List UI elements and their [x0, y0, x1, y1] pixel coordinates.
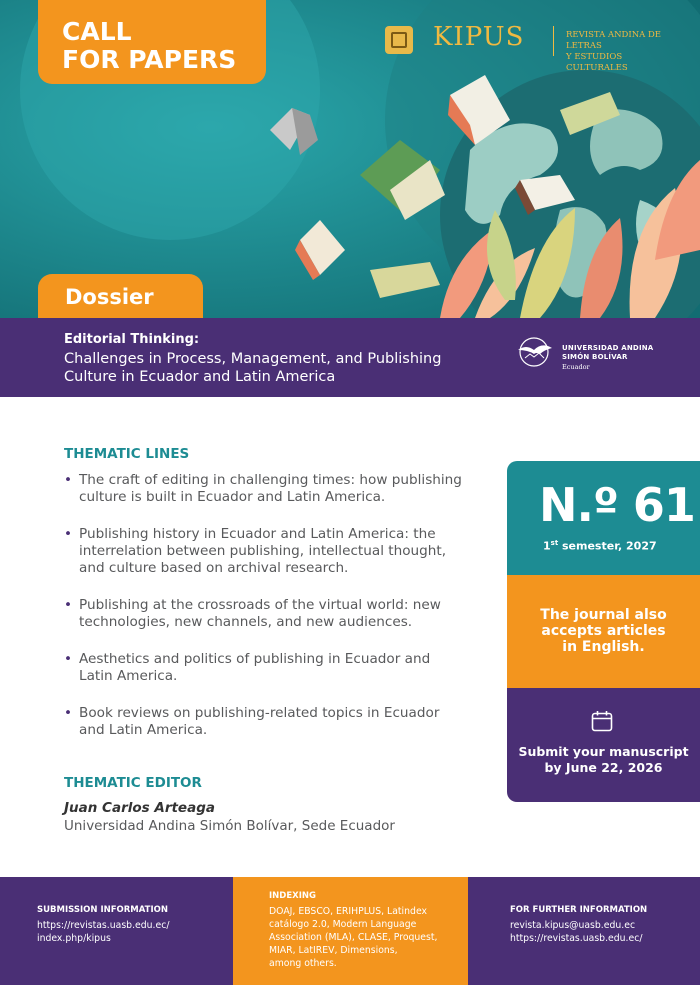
- indexing-heading: INDEXING: [269, 891, 316, 901]
- thematic-line-item: • Publishing history in Ecuador and Latin America: the interrelation between publishing, intellectual thought, and culture based on archival research.: [64, 526, 464, 577]
- thematic-line-item: • Aesthetics and politics of publishing in Ecuador and Latin America.: [64, 651, 464, 685]
- thematic-editor-heading: THEMATIC EDITOR: [64, 775, 202, 791]
- further-info-heading: FOR FURTHER INFORMATION: [510, 905, 648, 915]
- logo-divider: [553, 26, 554, 56]
- logo-tagline-line1: REVISTA ANDINA DE LETRAS: [566, 30, 662, 51]
- thematic-lines-list: [64, 472, 464, 739]
- english-note-line2: accepts articles: [541, 623, 666, 639]
- indexing-line2: catálogo 2.0, Modern Language: [269, 919, 417, 930]
- dossier-band: [0, 318, 700, 397]
- indexing-line4: MIAR, LatIREV, Dimensions,: [269, 945, 398, 956]
- university-country: Ecuador: [562, 363, 590, 371]
- submission-url-line2: index.php/kipus: [37, 933, 111, 944]
- issue-panel: [507, 461, 700, 802]
- submission-deadline-box: [507, 688, 700, 802]
- university-name-line1: UNIVERSIDAD ANDINA: [562, 344, 654, 352]
- deadline-line2: by June 22, 2026: [544, 760, 663, 775]
- indexing-line3: Association (MLA), CLASE, Proquest,: [269, 932, 438, 943]
- dossier-tab: Dossier: [38, 274, 203, 318]
- indexing-line1: DOAJ, EBSCO, ERIHPLUS, Latindex: [269, 906, 427, 917]
- submission-info-heading: SUBMISSION INFORMATION: [37, 905, 168, 915]
- thematic-line-item: • The craft of editing in challenging times: how publishing culture is built in Ecuador and Latin America.: [64, 472, 464, 506]
- calendar-icon: [591, 710, 613, 732]
- thematic-line-item: • Publishing at the crossroads of the virtual world: new technologies, new channels, and new audiences.: [64, 597, 464, 631]
- submission-info-column: [0, 877, 233, 985]
- condor-icon: [515, 336, 553, 368]
- kipus-logo: [385, 22, 685, 73]
- english-articles-box: [507, 575, 700, 688]
- university-logo: [515, 336, 685, 376]
- logo-tagline-line2: Y ESTUDIOS CULTURALES: [566, 52, 628, 73]
- footer: [0, 877, 700, 985]
- dossier-subtitle: [64, 350, 504, 386]
- dossier-subtitle-line2: Culture in Ecuador and Latin America: [64, 369, 336, 385]
- issue-semester: [543, 539, 657, 553]
- indexing-list: [269, 905, 459, 970]
- university-name: [562, 344, 653, 362]
- call-for-papers-badge: [38, 0, 266, 84]
- english-note-line1: The journal also: [540, 607, 667, 623]
- logo-name: KIPUS: [433, 22, 525, 52]
- contact-email[interactable]: revista.kipus@uasb.edu.ec: [510, 920, 636, 931]
- issue-number: N.º 61: [539, 478, 695, 532]
- submission-url[interactable]: [37, 919, 169, 945]
- editor-name: Juan Carlos Arteaga: [64, 800, 215, 816]
- dossier-subtitle-line1: Challenges in Process, Management, and Publishing: [64, 351, 442, 367]
- semester-ordinal: st: [550, 539, 559, 547]
- kipus-emblem-icon: [385, 26, 413, 54]
- thematic-lines-heading: THEMATIC LINES: [64, 446, 190, 462]
- semester-number: 1: [543, 539, 551, 553]
- call-label-line1: CALL: [62, 17, 132, 46]
- university-name-line2: SIMÓN BOLÍVAR: [562, 353, 628, 361]
- thematic-line-item: • Book reviews on publishing-related topics in Ecuador and Latin America.: [64, 705, 464, 739]
- editor-affiliation: Universidad Andina Simón Bolívar, Sede Ecuador: [64, 818, 395, 834]
- indexing-column: [233, 877, 468, 985]
- issue-number-box: [507, 461, 700, 575]
- further-info-column: [468, 877, 700, 985]
- deadline-line1: Submit your manuscript: [518, 744, 689, 759]
- dossier-title: Editorial Thinking:: [64, 332, 200, 347]
- call-label-line2: FOR PAPERS: [62, 45, 237, 74]
- english-note-line3: in English.: [562, 639, 645, 655]
- submission-deadline: [507, 744, 700, 776]
- submission-url-line1: https://revistas.uasb.edu.ec/: [37, 920, 170, 931]
- semester-text: semester, 2027: [558, 539, 657, 553]
- logo-tagline: [566, 30, 686, 74]
- further-info-contacts: [510, 919, 642, 945]
- contact-url[interactable]: https://revistas.uasb.edu.ec/: [510, 933, 643, 944]
- hero-illustration: [0, 0, 700, 318]
- indexing-line5: among others.: [269, 958, 337, 969]
